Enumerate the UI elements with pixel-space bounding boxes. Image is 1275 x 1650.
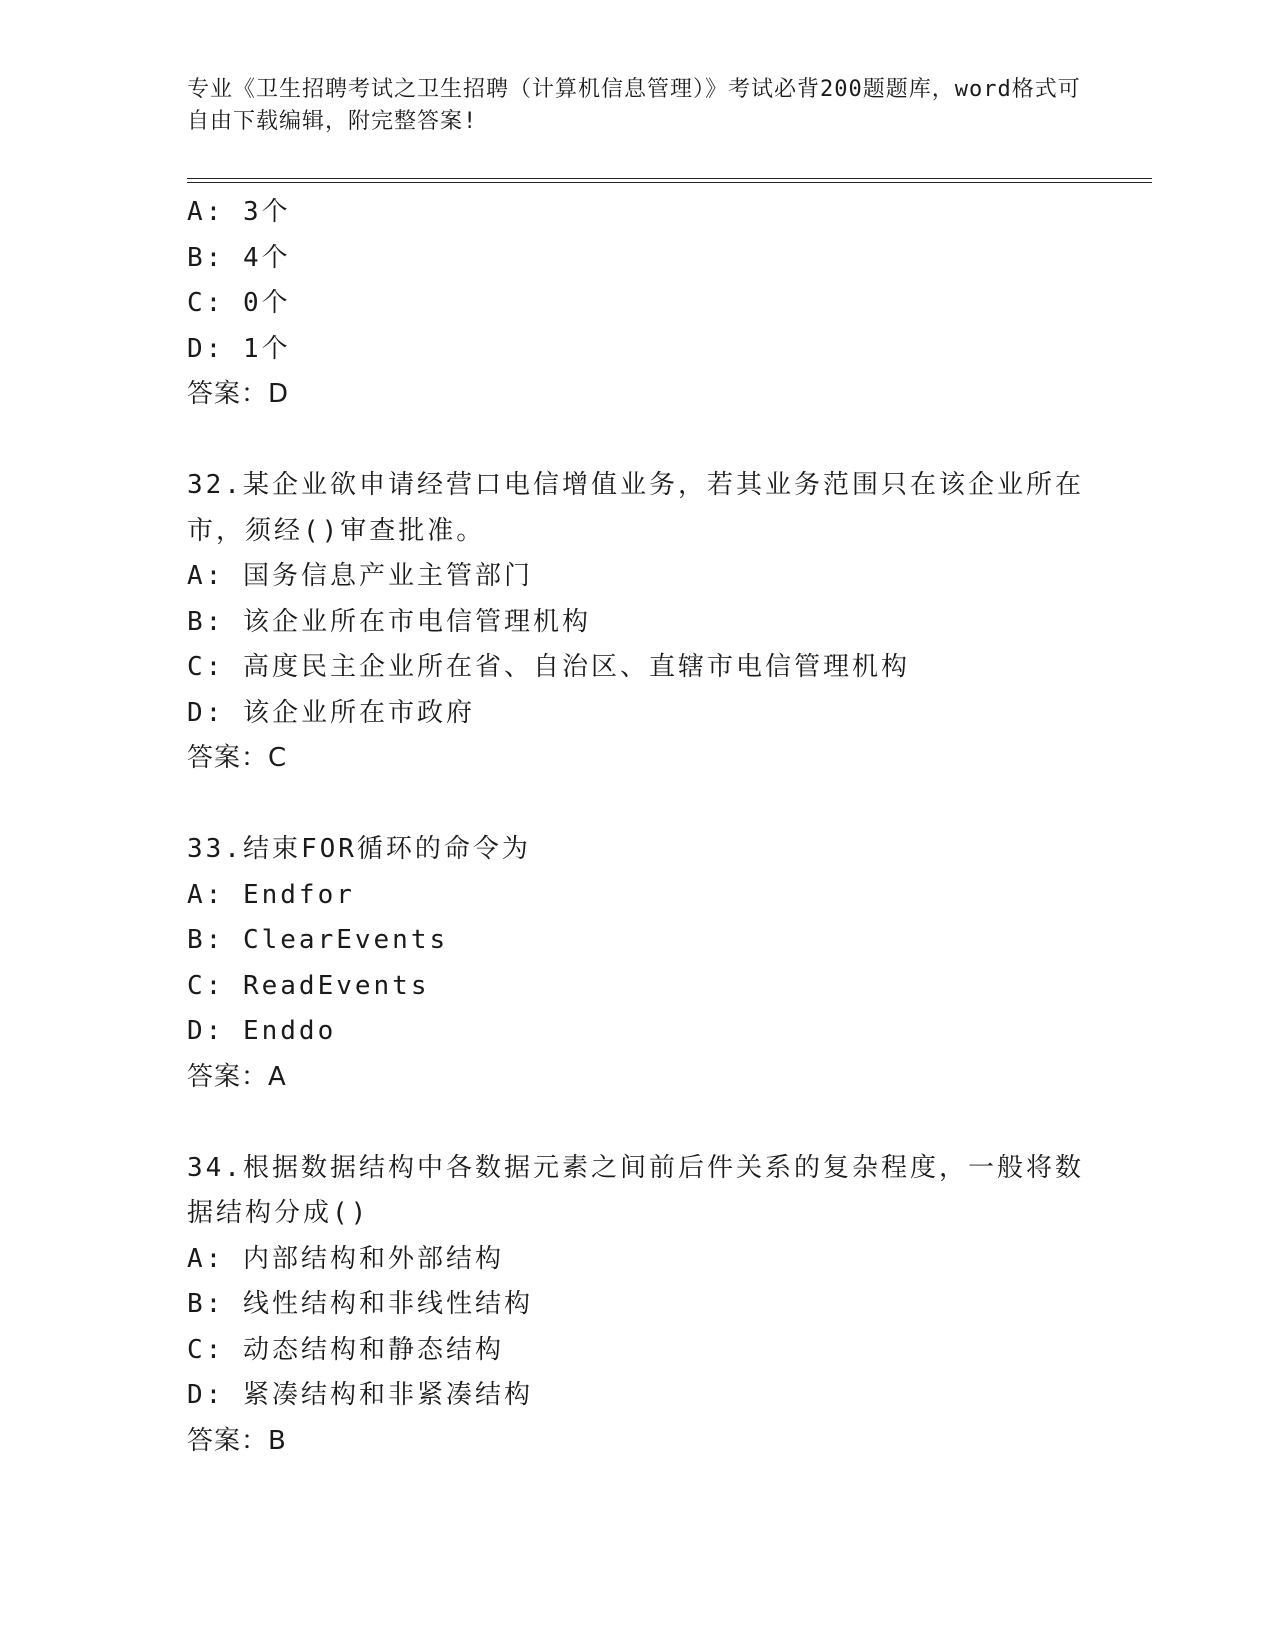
question-31-continuation: [187, 190, 1087, 418]
question-text: 34.根据数据结构中各数据元素之间前后件关系的复杂程度，一般将数据结构分成(): [187, 1152, 1084, 1228]
option-c: C: 高度民主企业所在省、自治区、直辖市电信管理机构: [187, 652, 910, 682]
option-d: D: 紧凑结构和非紧凑结构: [187, 1380, 533, 1410]
question-32: [187, 463, 1087, 782]
document-header: 专业《卫生招聘考试之卫生招聘（计算机信息管理）》考试必背200题题库，word格式可自由下载编辑，附完整答案!: [187, 77, 1081, 134]
spacer: [187, 782, 1087, 828]
option-d: D: Enddo: [187, 1016, 337, 1046]
option-a: A: Endfor: [187, 879, 355, 910]
question-list: [187, 190, 1087, 1464]
answer: 答案：C: [187, 743, 288, 773]
option-c: C: 动态结构和静态结构: [187, 1334, 504, 1365]
question-34: [187, 1146, 1087, 1465]
option-b: B: ClearEvents: [187, 925, 449, 955]
question-text: 32.某企业欲申请经营口电信增值业务，若其业务范围只在该企业所在市，须经()审查批准。: [187, 470, 1084, 546]
option-b: B: 该企业所在市电信管理机构: [187, 606, 591, 637]
option-d: D: 1个: [187, 333, 291, 364]
answer: 答案：A: [187, 1061, 287, 1092]
option-a: A: 国务信息产业主管部门: [187, 561, 533, 591]
answer: 答案：B: [187, 1425, 287, 1456]
option-b: B: 线性结构和非线性结构: [187, 1289, 533, 1319]
option-c: C: 0个: [187, 288, 291, 318]
spacer: [187, 1100, 1087, 1146]
option-a: A: 内部结构和外部结构: [187, 1243, 504, 1274]
question-33: [187, 827, 1087, 1100]
option-d: D: 该企业所在市政府: [187, 697, 475, 728]
option-c: C: ReadEvents: [187, 970, 430, 1001]
answer: 答案：D: [187, 379, 290, 409]
spacer: [187, 418, 1087, 464]
question-text: 33.结束FOR循环的命令为: [187, 834, 531, 864]
option-b: B: 4个: [187, 242, 291, 273]
option-a: A: 3个: [187, 197, 291, 227]
header-divider: [187, 178, 1152, 183]
